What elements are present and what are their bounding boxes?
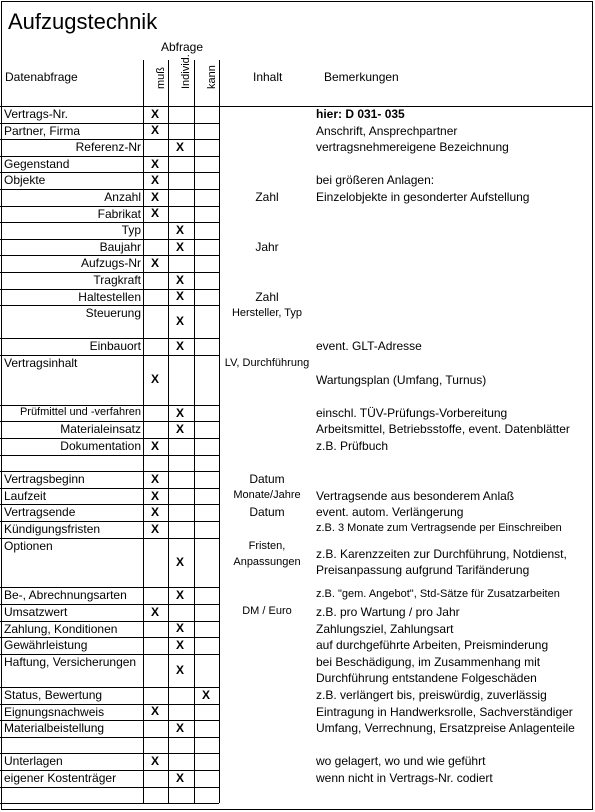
row-inhalt: Zahl (255, 190, 279, 204)
table-row (0, 272, 593, 289)
row-label: Anzahl (104, 190, 141, 204)
checkmark: X (175, 720, 184, 735)
table-row (0, 239, 593, 256)
table-row (0, 189, 593, 206)
row-bemerkung: event. autom. Verlängerung (316, 505, 464, 520)
row-label: Vertragsinhalt (4, 356, 78, 370)
table-row (0, 156, 593, 173)
checkmark: X (150, 438, 159, 453)
row-label: Steuerung (85, 306, 141, 321)
table-row (0, 172, 593, 189)
header-muss-label: muß (155, 67, 167, 89)
row-label: Baujahr (99, 239, 141, 254)
table-row (0, 405, 593, 422)
header-inhalt: Inhalt (253, 70, 283, 84)
table-row (0, 753, 593, 770)
row-bemerkung: Durchführung entstandene Folgeschäden (316, 671, 537, 686)
table-row (0, 123, 593, 140)
table-row (0, 587, 593, 604)
row-inhalt: LV, Durchführung (224, 357, 310, 369)
row-label: Partner, Firma (4, 123, 81, 138)
row-bemerkung: wenn nicht in Vertrags-Nr. codiert (316, 771, 493, 785)
row-bemerkung: wo gelagert, wo und wie geführt (316, 754, 486, 769)
row-label: Gewährleistung (4, 638, 88, 653)
checkmark: X (175, 289, 184, 304)
checkmark: X (175, 422, 184, 437)
row-bemerkung: Arbeitsmittel, Betriebsstoffe, event. Datenblätter (316, 422, 570, 437)
checkmark: X (175, 272, 184, 287)
table-row (0, 737, 593, 754)
row-inhalt: Zahl (255, 289, 279, 304)
row-label: Objekte (4, 173, 46, 188)
table-row (0, 704, 593, 721)
row-inhalt: Jahr (255, 239, 279, 254)
row-inhalt: Monate/Jahre (233, 488, 301, 501)
table-row (0, 687, 593, 704)
row-label: Gegenstand (4, 156, 70, 171)
row-bemerkung: Eintragung in Handwerksrolle, Sachverständiger (316, 704, 573, 719)
checkmark: X (150, 256, 159, 271)
checkmark: X (201, 687, 210, 702)
checkmark: X (175, 770, 184, 785)
column-line (143, 60, 144, 803)
table-row (0, 720, 593, 737)
table-row (0, 139, 593, 156)
checkmark: X (175, 405, 184, 420)
table-row (0, 770, 593, 787)
checkmark: X (150, 173, 159, 188)
table-row (0, 637, 593, 654)
table-row (0, 521, 593, 538)
row-bemerkung: z.B. Prüfbuch (316, 439, 389, 453)
checkmark: X (150, 521, 159, 536)
table-row (0, 222, 593, 239)
row-bemerkung: z.B. "gem. Angebot", Std-Sätze für Zusatzarbeiten (316, 588, 560, 601)
table-row (0, 488, 593, 505)
row-label: Haltestellen (78, 289, 141, 304)
row-label: Aufzugs-Nr (80, 256, 141, 271)
header-kann-label: kann (206, 65, 218, 89)
row-label: Materialeinsatz (60, 422, 141, 437)
checkmark: X (175, 239, 184, 254)
row-label: Umsatzwert (4, 605, 68, 619)
header-bemerkungen: Bemerkungen (324, 70, 399, 84)
table-row (0, 289, 593, 306)
row-inhalt: Datum (249, 472, 285, 487)
checkmark: X (175, 222, 184, 237)
page-title: Aufzugstechnik (8, 9, 158, 34)
row-bemerkung: einschl. TÜV-Prüfungs-Vorbereitung (316, 405, 508, 420)
row-bemerkung: auf durchgeführte Arbeiten, Preisminderung (316, 638, 549, 653)
table-row (0, 106, 593, 123)
checkmark: X (175, 314, 184, 329)
table-row (0, 471, 593, 488)
row-label: Optionen (4, 538, 53, 553)
row-bemerkung: Einzelobjekte in gesonderter Aufstellung (316, 190, 530, 204)
row-bemerkung: Wartungsplan (Umfang, Turnus) (316, 372, 487, 387)
row-label: Referenz-Nr (75, 140, 141, 155)
table-row (0, 421, 593, 438)
checkmark: X (175, 621, 184, 636)
checkmark: X (150, 206, 159, 221)
column-line (168, 60, 169, 803)
row-label: Materialbeistellung (4, 721, 105, 736)
row-bemerkung: z.B. Karenzzeiten zur Durchführung, Notdienst, (316, 546, 567, 561)
row-label: Be-, Abrechnungsarten (4, 588, 127, 603)
checkmark: X (175, 637, 184, 652)
row-bemerkung: z.B. pro Wartung / pro Jahr (316, 605, 460, 619)
row-label: Einbauort (89, 339, 141, 354)
row-label: Typ (121, 223, 141, 238)
checkmark: X (150, 106, 159, 121)
row-label: Kündigungsfristen (4, 522, 101, 536)
checkmark: X (150, 604, 159, 619)
row-label: Haftung, Versicherungen (4, 654, 137, 669)
table-row (0, 206, 593, 223)
table-row (0, 438, 593, 455)
row-label: Prüfmittel und -verfahren (19, 405, 141, 418)
column-line (219, 60, 220, 803)
row-bemerkung: bei größeren Anlagen: (316, 173, 435, 188)
row-label: Tragkraft (93, 273, 141, 287)
row-bemerkung: z.B. 3 Monate zum Vertragsende per Einschreiben (316, 522, 562, 534)
header-individ-label: Individ. (180, 54, 192, 89)
row-bemerkung: Anschrift, Ansprechpartner (316, 123, 458, 138)
row-inhalt: DM / Euro (242, 605, 292, 617)
table-row (0, 305, 593, 338)
checkmark: X (175, 662, 184, 677)
row-label: Vertragsbeginn (4, 472, 85, 487)
row-inhalt: Fristen, Anpassungen (233, 539, 301, 568)
table-row (0, 338, 593, 355)
checkmark: X (150, 372, 159, 387)
row-bemerkung: Zahlungsziel, Zahlungsart (316, 621, 454, 636)
checkmark: X (150, 505, 159, 520)
row-bemerkung: Vertragsende aus besonderem Anlaß (316, 488, 515, 503)
checkmark: X (150, 704, 159, 719)
checkmark: X (150, 123, 159, 138)
row-bemerkung: z.B. verlängert bis, preiswürdig, zuverlässig (316, 688, 547, 702)
row-divider (0, 803, 219, 804)
checkmark: X (175, 139, 184, 154)
row-label: Status, Bewertung (4, 688, 103, 702)
row-label: Eignungsnachweis (4, 704, 105, 719)
checkmark: X (150, 156, 159, 171)
checkmark: X (175, 554, 184, 569)
row-bemerkung: Umfang, Verrechnung, Ersatzpreise Anlagenteile (316, 721, 575, 736)
row-label: Unterlagen (4, 754, 63, 769)
table-row (0, 255, 593, 272)
header-muss (143, 57, 167, 101)
table-row (0, 504, 593, 521)
checkmark: X (150, 189, 159, 204)
header-individ (168, 54, 192, 101)
row-label: eigener Kostenträger (4, 771, 117, 785)
row-bemerkung: hier: D 031- 035 (316, 107, 405, 121)
row-bemerkung: bei Beschädigung, im Zusammenhang mit (316, 654, 541, 669)
row-label: Fabrikat (97, 206, 141, 221)
row-label: Vertrags-Nr. (4, 107, 69, 121)
row-bemerkung: event. GLT-Adresse (316, 339, 422, 354)
table-row (0, 355, 593, 405)
checkmark: X (150, 471, 159, 486)
header-datenabfrage: Datenabfrage (5, 70, 78, 84)
table-row (0, 455, 593, 472)
row-inhalt: Datum (249, 505, 285, 520)
checkmark: X (175, 588, 184, 603)
checkmark: X (175, 339, 184, 354)
row-label: Vertragsende (4, 505, 76, 520)
row-bemerkung: vertragsnehmereigene Bezeichnung (316, 140, 509, 155)
table-row (0, 787, 593, 804)
checkmark: X (150, 488, 159, 503)
row-inhalt: Hersteller, Typ (231, 307, 303, 320)
row-bemerkung: Preisanpassung aufgrund Tarifänderung (316, 563, 530, 578)
header-abfrage: Abfrage (161, 40, 204, 54)
column-line (194, 60, 195, 803)
table-row (0, 538, 593, 588)
checkmark: X (150, 754, 159, 769)
table-row (0, 621, 593, 638)
row-label: Laufzeit (4, 488, 47, 503)
row-label: Zahlung, Konditionen (4, 621, 118, 636)
header-kann (194, 57, 218, 101)
row-label: Dokumentation (60, 439, 141, 453)
table-row (0, 654, 593, 687)
table-row (0, 604, 593, 621)
